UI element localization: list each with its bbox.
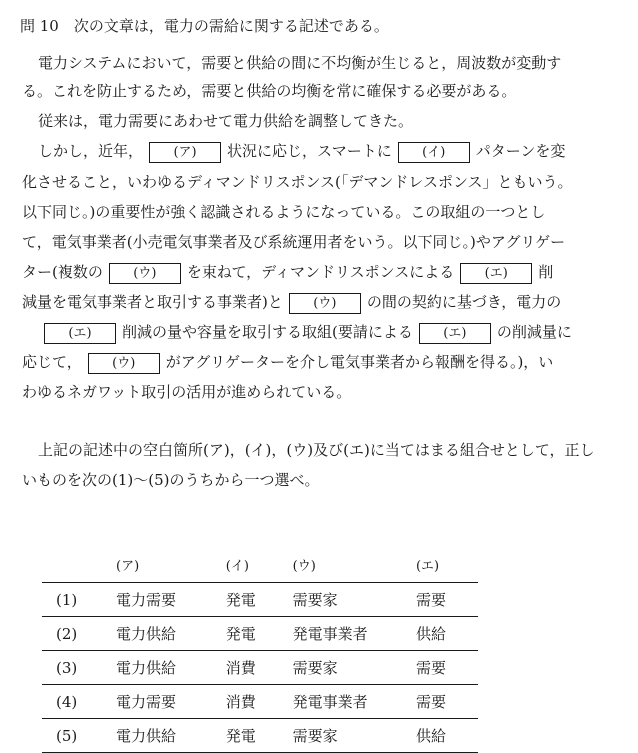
blank-e-box: (エ) bbox=[419, 323, 491, 344]
table-cell: 需要家 bbox=[292, 719, 415, 753]
table-cell: 需要 bbox=[415, 651, 478, 685]
table-cell: 電力需要 bbox=[115, 583, 225, 617]
table-row bbox=[42, 685, 478, 719]
text-segment: の間の契約に基づき，電力の bbox=[366, 293, 562, 311]
paragraph-3-line-5 bbox=[22, 262, 553, 282]
table-row bbox=[42, 719, 478, 753]
table-cell: 供給 bbox=[415, 719, 478, 753]
table-cell: 電力供給 bbox=[115, 617, 225, 651]
text-segment: 状況に応じ，スマートに bbox=[227, 142, 392, 160]
blank-a-box: (ア) bbox=[149, 142, 221, 163]
choice-number: (4) bbox=[42, 685, 115, 719]
paragraph-3-line-1 bbox=[38, 141, 565, 161]
table-cell: 発電事業者 bbox=[292, 685, 415, 719]
paragraph-3-line-6 bbox=[22, 292, 561, 312]
text-segment: 応じて， bbox=[22, 353, 82, 371]
paragraph-3-line-3: 以下同じ。)の重要性が強く認識されるようになっている。この取組の一つとし bbox=[22, 203, 546, 221]
text-segment: がアグリゲーターを介し電気事業者から報酬を得る。)，い bbox=[165, 353, 554, 371]
question-header: 問 10 次の文章は，電力の需給に関する記述である。 bbox=[20, 17, 389, 35]
text-segment: パターンを変 bbox=[475, 142, 566, 160]
table-cell: 発電 bbox=[225, 583, 292, 617]
table-cell: 電力供給 bbox=[115, 719, 225, 753]
paragraph-3-line-2: 化させること，いわゆるディマンドリスポンス(「デマンドレスポンス」ともいう。 bbox=[22, 173, 573, 191]
paragraph-2: 従来は，電力需要にあわせて電力供給を調整してきた。 bbox=[38, 112, 414, 130]
table-cell: 需要家 bbox=[292, 651, 415, 685]
paragraph-3-line-8 bbox=[22, 352, 553, 372]
table-header-row bbox=[42, 546, 478, 583]
blank-u-box: (ウ) bbox=[88, 353, 160, 374]
blank-i-box: (イ) bbox=[398, 142, 470, 163]
table-cell: 需要家 bbox=[292, 583, 415, 617]
text-segment: の削減量に bbox=[496, 323, 572, 341]
blank-e-box: (エ) bbox=[460, 263, 532, 284]
text-segment: しかし，近年， bbox=[38, 142, 144, 160]
table-cell: 需要 bbox=[415, 685, 478, 719]
table-cell: 供給 bbox=[415, 617, 478, 651]
header-cell-u: (ウ) bbox=[292, 546, 415, 583]
blank-u-box: (ウ) bbox=[109, 263, 181, 284]
text-segment: 減量を電気事業者と取引する事業者)と bbox=[22, 293, 283, 311]
table-cell: 消費 bbox=[225, 685, 292, 719]
header-cell bbox=[42, 546, 115, 583]
paragraph-3-line-7 bbox=[22, 322, 572, 342]
table-row bbox=[42, 651, 478, 685]
table-cell: 発電事業者 bbox=[292, 617, 415, 651]
paragraph-1-line-2: る。これを防止するため，需要と供給の均衡を常に確保する必要がある。 bbox=[22, 82, 517, 100]
choice-number: (1) bbox=[42, 583, 115, 617]
choice-number: (2) bbox=[42, 617, 115, 651]
header-cell-i: (イ) bbox=[225, 546, 292, 583]
table-cell: 消費 bbox=[225, 651, 292, 685]
text-segment: ター(複数の bbox=[22, 263, 103, 281]
paragraph-1-line-1: 電力システムにおいて，需要と供給の間に不均衡が生じると，周波数が変動す bbox=[38, 54, 562, 72]
text-segment: 削減の量や容量を取引する取組(要請による bbox=[122, 323, 413, 341]
choice-number: (5) bbox=[42, 719, 115, 753]
choice-number: (3) bbox=[42, 651, 115, 685]
blank-e-box: (エ) bbox=[44, 323, 116, 344]
table-cell: 需要 bbox=[415, 583, 478, 617]
text-segment: を束ねて，ディマンドリスポンスによる bbox=[186, 263, 455, 281]
header-cell-e: (エ) bbox=[415, 546, 478, 583]
paragraph-3-line-9: わゆるネガワット取引の活用が進められている。 bbox=[22, 383, 352, 401]
answer-choices-table bbox=[42, 546, 478, 753]
table-row bbox=[42, 617, 478, 651]
table-cell: 電力需要 bbox=[115, 685, 225, 719]
text-segment: 削 bbox=[538, 263, 554, 281]
header-cell-a: (ア) bbox=[115, 546, 225, 583]
instruction-line-1: 上記の記述中の空白箇所(ア)，(イ)，(ウ)及び(エ)に当てはまる組合せとして，正し bbox=[38, 441, 595, 459]
table-cell: 電力供給 bbox=[115, 651, 225, 685]
table-cell: 発電 bbox=[225, 617, 292, 651]
blank-u-box: (ウ) bbox=[289, 293, 361, 314]
paragraph-3-line-4: て，電気事業者(小売電気事業者及び系統運用者をいう。以下同じ。)やアグリゲー bbox=[22, 233, 566, 251]
table-cell: 発電 bbox=[225, 719, 292, 753]
instruction-line-2: いものを次の(1)～(5)のうちから一つ選べ。 bbox=[22, 471, 320, 489]
table-row bbox=[42, 583, 478, 617]
